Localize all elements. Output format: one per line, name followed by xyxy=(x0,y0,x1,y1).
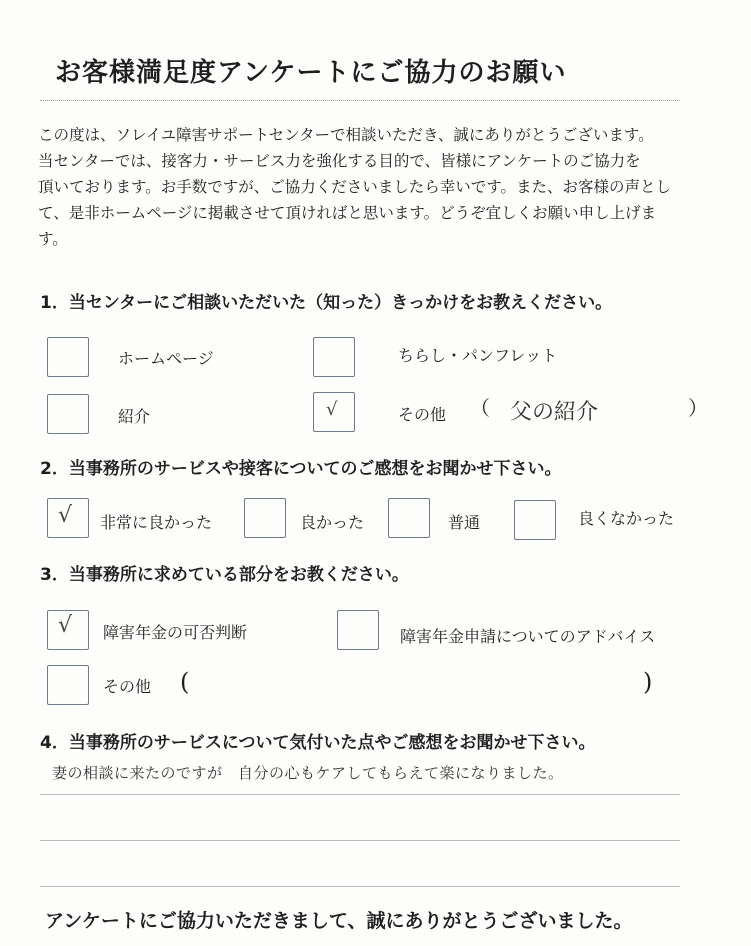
check-mark-icon: √ xyxy=(58,613,73,638)
intro-line: この度は、ソレイユ障害サポートセンターで相談いただき、誠にありがとうございます。 xyxy=(38,126,654,144)
q3-eligibility-checkbox[interactable] xyxy=(47,610,89,650)
q1-other-answer[interactable]: 父の紹介 xyxy=(510,400,599,425)
question-4: 4．当事務所のサービスについて気付いた点やご感想をお聞かせ下さい。 xyxy=(40,733,596,753)
q4-answer[interactable]: 妻の相談に来たのですが 自分の心もケアしてもらえて楽になりました。 xyxy=(52,764,564,782)
question-1: 1．当センターにご相談いただいた（知った）きっかけをお教えください。 xyxy=(40,293,613,313)
question-2: 2．当事務所のサービスや接客についてのご感想をお聞かせ下さい。 xyxy=(40,459,562,479)
check-mark-icon: √ xyxy=(326,399,338,420)
q2-not-good-label: 良くなかった xyxy=(578,509,675,528)
q2-average-checkbox[interactable] xyxy=(388,498,430,538)
q1-flyer-checkbox[interactable] xyxy=(313,337,355,377)
q3-open-paren: ( xyxy=(180,668,190,696)
q1-other-checkbox[interactable] xyxy=(313,392,355,432)
intro-line: 頂いております。お手数ですが、ご協力くださいましたら幸いです。また、お客様の声とし xyxy=(38,178,672,196)
q2-very-good-label: 非常に良かった xyxy=(100,513,213,532)
q3-close-paren: ) xyxy=(643,668,653,696)
q1-other-label: その他 xyxy=(398,405,447,424)
q1-flyer-label: ちらし・パンフレット xyxy=(398,346,558,365)
q2-good-checkbox[interactable] xyxy=(244,498,286,538)
intro-text xyxy=(38,122,698,252)
intro-line: て、是非ホームページに掲載させて頂ければと思います。どうぞ宜しくお願い申し上げま xyxy=(38,204,657,222)
q1-referral-label: 紹介 xyxy=(118,407,151,426)
q3-advice-label: 障害年金申請についてのアドバイス xyxy=(400,627,656,646)
q3-other-checkbox[interactable] xyxy=(47,665,89,705)
q2-average-label: 普通 xyxy=(448,513,481,532)
closing-message: アンケートにご協力いただきまして、誠にありがとうございました。 xyxy=(45,910,633,932)
q1-close-paren: ） xyxy=(688,396,708,420)
q3-eligibility-label: 障害年金の可否判断 xyxy=(103,623,248,642)
q2-very-good-checkbox[interactable] xyxy=(47,498,89,538)
title-divider xyxy=(40,100,680,101)
q3-other-label: その他 xyxy=(103,677,152,696)
q1-referral-checkbox[interactable] xyxy=(47,394,89,434)
q2-not-good-checkbox[interactable] xyxy=(514,500,556,540)
q1-homepage-checkbox[interactable] xyxy=(47,337,89,377)
answer-line xyxy=(40,794,680,795)
intro-line: す。 xyxy=(38,230,68,248)
question-3: 3．当事務所に求めている部分をお教ください。 xyxy=(40,565,409,585)
intro-line: 当センターでは、接客力・サービス力を強化する目的で、皆様にアンケートのご協力を xyxy=(38,152,641,170)
answer-line xyxy=(40,840,680,841)
q1-homepage-label: ホームページ xyxy=(118,349,214,368)
check-mark-icon: √ xyxy=(58,503,73,528)
answer-line xyxy=(40,886,680,887)
q1-open-paren: （ xyxy=(470,396,490,420)
q3-advice-checkbox[interactable] xyxy=(337,610,379,650)
page-title: お客様満足度アンケートにご協力のお願い xyxy=(55,58,567,88)
q2-good-label: 良かった xyxy=(300,513,365,532)
